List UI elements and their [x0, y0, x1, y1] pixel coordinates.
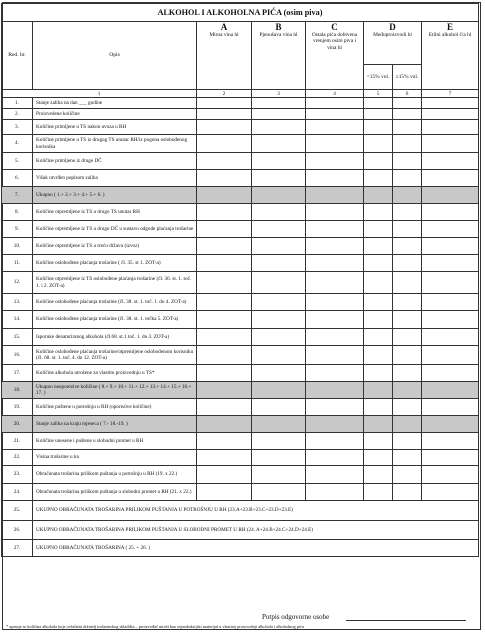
value-cell[interactable] [364, 187, 393, 204]
value-cell[interactable] [306, 382, 364, 399]
row-number: 22. [2, 450, 33, 466]
value-cell[interactable] [364, 153, 393, 170]
col-c-letter: C [331, 22, 338, 32]
value-cell[interactable] [306, 484, 364, 501]
value-cell[interactable] [197, 466, 252, 484]
value-cell[interactable] [252, 153, 306, 170]
value-cell[interactable] [197, 109, 252, 120]
col-c-text: Ostala pića dobivena vrenjem osim piva i vina hl [311, 32, 358, 51]
value-cell[interactable] [252, 109, 306, 120]
value-cell[interactable] [306, 109, 364, 120]
col-number: 7 [422, 90, 479, 98]
table-row [2, 170, 479, 187]
table-row [2, 416, 479, 433]
value-cell[interactable] [197, 294, 252, 311]
value-cell[interactable] [422, 187, 479, 204]
row-number: 7. [2, 187, 33, 204]
value-cell[interactable] [393, 221, 422, 238]
value-cell[interactable] [306, 346, 364, 365]
row-number: 10. [2, 238, 33, 255]
value-cell[interactable] [306, 311, 364, 329]
row-number: 14. [2, 311, 33, 329]
value-cell[interactable] [364, 466, 393, 484]
row-description: UKUPNO OBRAČUNATA TROŠARINA ( 25. + 26. ) [33, 540, 479, 557]
value-cell[interactable] [393, 98, 422, 109]
value-cell[interactable] [306, 416, 364, 433]
value-cell[interactable] [252, 135, 306, 153]
value-cell[interactable] [422, 98, 479, 109]
value-cell[interactable] [422, 153, 479, 170]
row-number: 6. [2, 170, 33, 187]
value-cell[interactable] [422, 204, 479, 221]
value-cell[interactable] [197, 238, 252, 255]
footnote: * upisuje se količina alkohola koje ovlašteni držatelj trošarinskog skladišta – proizvođač utroši kao reproduksijski materijal u vlastitoj proizvodnji alkohola i alkoholnog pića [6, 624, 304, 629]
row-description: Količine otpremljene iz TS u drugu DČ u sustavu odgode plaćanja trošarine [33, 221, 197, 238]
value-cell[interactable] [364, 484, 393, 501]
row-description: Količine oslobođene plaćanja trošarine ( čl. 35. st 1. ZOT-a) [33, 255, 197, 272]
value-cell[interactable] [393, 399, 422, 416]
value-cell[interactable] [197, 346, 252, 365]
row-description: Visina trošarine u kn [33, 450, 197, 466]
value-cell[interactable] [306, 135, 364, 153]
value-cell[interactable] [252, 294, 306, 311]
value-cell[interactable] [364, 255, 393, 272]
value-cell[interactable] [306, 120, 364, 135]
value-cell[interactable] [364, 311, 393, 329]
row-description: Količine primljene iz druge DČ [33, 153, 197, 170]
row-number: 15. [2, 329, 33, 346]
value-cell[interactable] [393, 238, 422, 255]
value-cell[interactable] [252, 98, 306, 109]
value-cell[interactable] [393, 294, 422, 311]
row-number: 23. [2, 466, 33, 484]
value-cell[interactable] [197, 450, 252, 466]
value-cell[interactable] [364, 221, 393, 238]
value-cell[interactable] [422, 450, 479, 466]
value-cell[interactable] [422, 365, 479, 382]
table-row [2, 484, 479, 501]
table-row [2, 272, 479, 294]
table-row [2, 204, 479, 221]
value-cell[interactable] [422, 272, 479, 294]
value-cell[interactable] [252, 255, 306, 272]
value-cell[interactable] [364, 399, 393, 416]
value-cell[interactable] [364, 109, 393, 120]
value-cell[interactable] [364, 346, 393, 365]
table-row [2, 294, 479, 311]
value-cell[interactable] [306, 238, 364, 255]
value-cell[interactable] [197, 255, 252, 272]
value-cell[interactable] [364, 365, 393, 382]
row-description: Količine otpremljene iz TS oslobođene plaćanja trošarine (čl. 36. st. 1. toč. 1. i 2. ZOT-a) [33, 272, 197, 294]
value-cell[interactable] [197, 153, 252, 170]
value-cell[interactable] [252, 238, 306, 255]
table-row [2, 255, 479, 272]
value-cell[interactable] [252, 204, 306, 221]
value-cell[interactable] [306, 98, 364, 109]
header-col-e [422, 22, 479, 90]
value-cell[interactable] [306, 221, 364, 238]
row-number: 25. [2, 501, 33, 521]
value-cell[interactable] [197, 365, 252, 382]
value-cell[interactable] [422, 294, 479, 311]
table-row [2, 433, 479, 450]
value-cell[interactable] [422, 416, 479, 433]
value-cell[interactable] [252, 466, 306, 484]
value-cell[interactable] [306, 433, 364, 450]
value-cell[interactable] [422, 311, 479, 329]
table-row [2, 153, 479, 170]
value-cell[interactable] [306, 399, 364, 416]
value-cell[interactable] [252, 382, 306, 399]
header-col-c [306, 22, 364, 90]
header-col-d2: ≥15% vol. [393, 65, 422, 90]
table-row [2, 311, 479, 329]
value-cell[interactable] [393, 484, 422, 501]
value-cell[interactable] [306, 272, 364, 294]
value-cell[interactable] [393, 109, 422, 120]
row-description: Količine otpremljene iz TS u drugo TS unutar RH [33, 204, 197, 221]
table-row [2, 466, 479, 484]
table-row [2, 346, 479, 365]
row-number: 26. [2, 521, 33, 540]
table-row [2, 540, 479, 557]
col-a-letter: A [220, 22, 228, 32]
header-opis: Opis [33, 22, 197, 90]
value-cell[interactable] [197, 135, 252, 153]
row-number: 27. [2, 540, 33, 557]
row-description: Višak utvrđen popisom zaliha [33, 170, 197, 187]
value-cell[interactable] [422, 466, 479, 484]
table-row [2, 120, 479, 135]
table-row [2, 450, 479, 466]
value-cell[interactable] [306, 170, 364, 187]
value-cell[interactable] [393, 135, 422, 153]
col-number: 6 [393, 90, 422, 98]
value-cell[interactable] [306, 365, 364, 382]
header-col-d1: <15% vol. [364, 65, 393, 90]
row-number: 13. [2, 294, 33, 311]
header-col-a [197, 22, 252, 90]
col-a-text: Mirna vina hl [209, 32, 239, 38]
row-description: Obračunata trošarina prilikom puštanja u slobodni promet u RH (21. x 22.) [33, 484, 197, 501]
row-description: Količine alkohola utrošene za vlastitu proizvodnju u TS* [33, 365, 197, 382]
row-description: Količine unesene i puštene u slobodni promet u RH [33, 433, 197, 450]
row-description: Stanje zaliha na dan ___ godine [33, 98, 197, 109]
value-cell[interactable] [393, 346, 422, 365]
value-cell[interactable] [197, 484, 252, 501]
value-cell[interactable] [393, 311, 422, 329]
row-number: 5. [2, 153, 33, 170]
value-cell[interactable] [197, 221, 252, 238]
header-col-b [252, 22, 306, 90]
table-row [2, 135, 479, 153]
table-row [2, 399, 479, 416]
value-cell[interactable] [422, 433, 479, 450]
row-description: Ukupno ( 1.+ 2.+ 3.+ 4.+ 5.+ 6. ) [33, 187, 197, 204]
row-number: 2. [2, 109, 33, 120]
value-cell[interactable] [306, 204, 364, 221]
value-cell[interactable] [197, 329, 252, 346]
value-cell[interactable] [252, 484, 306, 501]
value-cell[interactable] [306, 294, 364, 311]
value-cell[interactable] [422, 382, 479, 399]
value-cell[interactable] [393, 187, 422, 204]
table-row [2, 187, 479, 204]
value-cell[interactable] [197, 272, 252, 294]
value-cell[interactable] [364, 416, 393, 433]
value-cell[interactable] [393, 433, 422, 450]
value-cell[interactable] [306, 255, 364, 272]
col-b-letter: B [275, 22, 282, 32]
value-cell[interactable] [252, 120, 306, 135]
row-number: 8. [2, 204, 33, 221]
table-row [2, 221, 479, 238]
value-cell[interactable] [422, 120, 479, 135]
value-cell[interactable] [197, 204, 252, 221]
row-description: Količine oslobođene plaćanja trošarine (čl. 38. st. 1. toč. 1. do 4. ZOT-a) [33, 294, 197, 311]
row-description: Isporuke denaturiranog alkohola (čl.68. st.1 toč. 1. do 3. ZOT-a) [33, 329, 197, 346]
signature-label: Potpis odgovorne osobe [262, 613, 330, 621]
value-cell[interactable] [393, 466, 422, 484]
value-cell[interactable] [252, 399, 306, 416]
excise-table [1, 3, 479, 557]
table-row [2, 109, 479, 120]
value-cell[interactable] [393, 272, 422, 294]
row-number: 11. [2, 255, 33, 272]
row-number: 3. [2, 120, 33, 135]
value-cell[interactable] [197, 120, 252, 135]
col-number: 5 [364, 90, 393, 98]
col-number: 4 [306, 90, 364, 98]
col-d-text: Međuproizvodi hl [373, 32, 412, 38]
value-cell[interactable] [422, 221, 479, 238]
row-description: UKUPNO OBRAČUNATA TROŠARINA PRILIKOM PUŠTANJA U POTROŠNJU U RH (23.A+23.B+23.C+23.D+23.E) [33, 501, 479, 521]
value-cell[interactable] [422, 135, 479, 153]
value-cell[interactable] [252, 170, 306, 187]
value-cell[interactable] [422, 109, 479, 120]
row-description: Obračunata trošarina prilikom puštanja u potrošnju u RH (19. x 22.) [33, 466, 197, 484]
header-col-d [364, 22, 422, 65]
value-cell[interactable] [393, 329, 422, 346]
row-number: 17. [2, 365, 33, 382]
table-row [2, 238, 479, 255]
value-cell[interactable] [252, 221, 306, 238]
row-description: Proizvedene količine [33, 109, 197, 120]
row-description: Količine oslobođene plaćanja trošarine (čl. 38. st. 1. točka 5. ZOT-a) [33, 311, 197, 329]
header-red-br: Red. br. [2, 22, 33, 90]
table-row [2, 521, 479, 540]
row-number: 24. [2, 484, 33, 501]
value-cell[interactable] [364, 135, 393, 153]
row-description: Stanje zaliha na kraju mjeseca ( 7.- 18.-19. ) [33, 416, 197, 433]
value-cell[interactable] [306, 187, 364, 204]
signature-line[interactable] [346, 620, 466, 621]
value-cell[interactable] [364, 433, 393, 450]
value-cell[interactable] [252, 329, 306, 346]
value-cell[interactable] [364, 272, 393, 294]
value-cell[interactable] [306, 153, 364, 170]
row-number: 20. [2, 416, 33, 433]
value-cell[interactable] [252, 272, 306, 294]
value-cell[interactable] [252, 450, 306, 466]
value-cell[interactable] [252, 311, 306, 329]
value-cell[interactable] [364, 450, 393, 466]
table-row [2, 365, 479, 382]
row-number: 1. [2, 98, 33, 109]
value-cell[interactable] [393, 416, 422, 433]
value-cell[interactable] [252, 365, 306, 382]
row-number: 12. [2, 272, 33, 294]
row-number: 21. [2, 433, 33, 450]
value-cell[interactable] [393, 204, 422, 221]
value-cell[interactable] [422, 399, 479, 416]
value-cell[interactable] [197, 433, 252, 450]
col-number: 2 [197, 90, 252, 98]
value-cell[interactable] [252, 187, 306, 204]
value-cell[interactable] [306, 450, 364, 466]
row-description: Količine puštene u potrošnju u RH (oporezive količine) [33, 399, 197, 416]
value-cell[interactable] [197, 311, 252, 329]
value-cell[interactable] [197, 98, 252, 109]
table-row [2, 98, 479, 109]
col-number: 1 [2, 90, 197, 98]
value-cell[interactable] [364, 238, 393, 255]
value-cell[interactable] [252, 416, 306, 433]
value-cell[interactable] [422, 329, 479, 346]
value-cell[interactable] [393, 450, 422, 466]
row-number: 9. [2, 221, 33, 238]
value-cell[interactable] [306, 329, 364, 346]
table-row [2, 382, 479, 399]
col-e-text: Etilni alkohol č/a hl [428, 32, 472, 38]
value-cell[interactable] [197, 399, 252, 416]
row-description: Količine oslobođene plaćanja trošarine/otpremljene oslobođenom korisniku (čl. 68. st. 1. toč. 4. do 12. ZOT-a) [33, 346, 197, 365]
value-cell[interactable] [393, 170, 422, 187]
value-cell[interactable] [364, 294, 393, 311]
value-cell[interactable] [393, 255, 422, 272]
row-description: Količine primljene u TS iz drugog TS unutar RH/iz pogona oslobođenog korisnika [33, 135, 197, 153]
value-cell[interactable] [252, 433, 306, 450]
value-cell[interactable] [422, 255, 479, 272]
row-description: UKUPNO OBRAČUNATA TROŠARINA PRILIKOM PUŠTANJA U SLOBODNI PROMET U RH (24. A+24.B+24.C+24.D+24.E) [33, 521, 479, 540]
value-cell[interactable] [422, 238, 479, 255]
value-cell[interactable] [393, 382, 422, 399]
form-title: ALKOHOL I ALKOHOLNA PIĆA (osim piva) [2, 4, 479, 22]
value-cell[interactable] [364, 170, 393, 187]
value-cell[interactable] [197, 187, 252, 204]
row-number: 4. [2, 135, 33, 153]
col-e-letter: E [447, 22, 454, 32]
col-d-letter: D [389, 22, 396, 32]
value-cell[interactable] [422, 170, 479, 187]
table-row [2, 329, 479, 346]
col-number: 3 [252, 90, 306, 98]
col-b-text: Pjenušava vina hl [259, 32, 298, 38]
row-description: Količine otpremljene iz TS u treću državu (izvoz) [33, 238, 197, 255]
value-cell[interactable] [364, 204, 393, 221]
value-cell[interactable] [393, 365, 422, 382]
value-cell[interactable] [422, 346, 479, 365]
value-cell[interactable] [364, 98, 393, 109]
row-description: Ukupno neoporezive količine ( 8.+ 9.+ 10.+ 11.+ 12.+ 13.+ 14.+ 15.+ 16.+ 17. ) [33, 382, 197, 399]
value-cell[interactable] [306, 466, 364, 484]
value-cell[interactable] [364, 382, 393, 399]
value-cell[interactable] [364, 120, 393, 135]
value-cell[interactable] [393, 153, 422, 170]
row-number: 19. [2, 399, 33, 416]
value-cell[interactable] [393, 120, 422, 135]
value-cell[interactable] [197, 170, 252, 187]
row-number: 16. [2, 346, 33, 365]
value-cell[interactable] [422, 484, 479, 501]
value-cell[interactable] [197, 382, 252, 399]
column-number-row [2, 90, 479, 98]
table-row [2, 501, 479, 521]
row-description: Količine primljene u TS nakon uvoza u RH [33, 120, 197, 135]
row-number: 18. [2, 382, 33, 399]
value-cell[interactable] [252, 346, 306, 365]
value-cell[interactable] [197, 416, 252, 433]
value-cell[interactable] [364, 329, 393, 346]
